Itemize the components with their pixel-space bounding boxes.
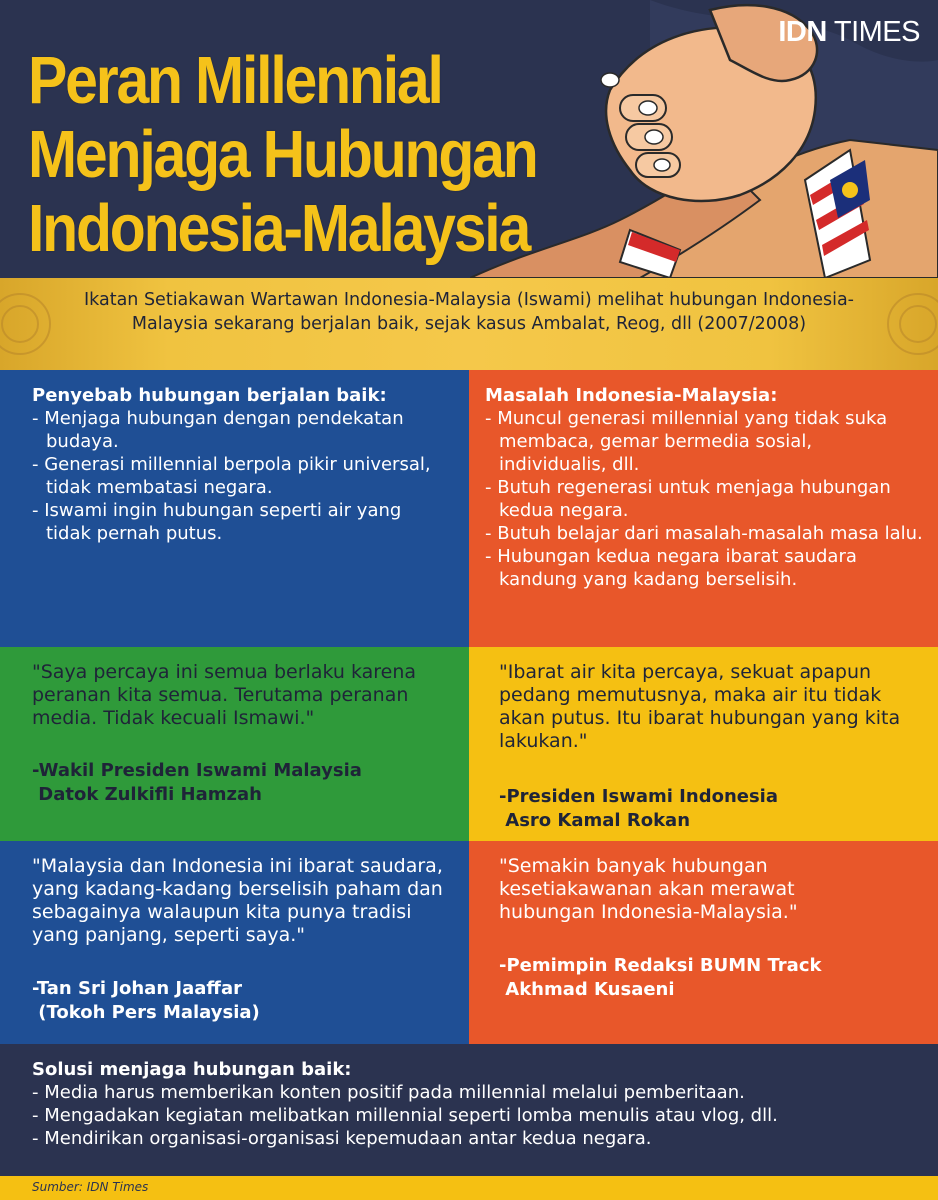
quote-attribution-1: -Wakil Presiden Iswami Malaysia Datok Zulkifli Hamzah — [32, 760, 362, 805]
title-line-2: Menjaga Hubungan — [28, 117, 537, 192]
list-item: - Butuh belajar dari masalah-masalah masa lalu. — [485, 523, 923, 544]
solutions-title: Solusi menjaga hubungan baik: — [32, 1059, 352, 1080]
quote-panel-3 — [0, 841, 469, 1044]
quote-panel-1 — [0, 647, 469, 841]
logo-idn: IDN — [778, 16, 827, 48]
problems-panel — [469, 370, 938, 647]
list-item: - Butuh regenerasi untuk menjaga hubungan kedua negara. — [485, 477, 891, 521]
list-item: - Mendirikan organisasi-organisasi kepemudaan antar kedua negara. — [32, 1128, 652, 1149]
quote-text-2: "Ibarat air kita percaya, sekuat apapun pedang memutusnya, maka air itu tidak akan putus. Itu ibarat hubungan yang kita lakukan." — [499, 661, 901, 752]
problems-list — [485, 407, 925, 591]
quote-panel-4 — [469, 841, 938, 1044]
quote-panel-2 — [469, 647, 938, 841]
logo-times: TIMES — [833, 16, 920, 48]
quote-text-1: "Saya percaya ini semua berlaku karena peranan kita semua. Terutama peranan media. Tidak kecuali Ismawi." — [32, 661, 417, 729]
list-item: - Menjaga hubungan dengan pendekatan budaya. — [32, 408, 404, 452]
header — [0, 0, 938, 278]
idn-times-logo — [778, 16, 920, 49]
solutions-panel — [0, 1044, 938, 1176]
title-line-3: Indonesia-Malaysia — [28, 191, 530, 266]
intro-text: Ikatan Setiakawan Wartawan Indonesia-Malaysia (Iswami) melihat hubungan Indonesia-Malaysia sekarang berjalan baik, sejak kasus Ambalat, Reog, dll (2007/2008) — [84, 290, 854, 334]
page-title — [28, 44, 556, 266]
solutions-list — [32, 1081, 922, 1150]
quote-attribution-4: -Pemimpin Redaksi BUMN Track Akhmad Kusaeni — [499, 955, 822, 1000]
problems-title: Masalah Indonesia-Malaysia: — [485, 385, 778, 406]
quote-text-3: "Malaysia dan Indonesia ini ibarat saudara, yang kadang-kadang berselisih paham dan sebagainya walaupun kita punya tradisi yang panjang, seperti saya." — [32, 855, 443, 946]
list-item: - Iswami ingin hubungan seperti air yang tidak pernah putus. — [32, 500, 402, 544]
quote-text-4: "Semakin banyak hubungan kesetiakawanan akan merawat hubungan Indonesia-Malaysia." — [499, 855, 798, 923]
list-item: - Muncul generasi millennial yang tidak suka membaca, gemar bermedia sosial, individualis, dll. — [485, 408, 888, 475]
list-item: - Generasi millennial berpola pikir universal, tidak membatasi negara. — [32, 454, 431, 498]
causes-list — [32, 407, 432, 545]
list-item: - Mengadakan kegiatan melibatkan millennial seperti lomba menulis atau vlog, dll. — [32, 1105, 778, 1126]
list-item: - Media harus memberikan konten positif pada millennial melalui pemberitaan. — [32, 1082, 745, 1103]
causes-panel — [0, 370, 469, 647]
causes-title: Penyebab hubungan berjalan baik: — [32, 385, 387, 406]
quote-attribution-2: -Presiden Iswami Indonesia Asro Kamal Rokan — [499, 786, 778, 831]
source-label: Sumber: IDN Times — [32, 1180, 149, 1194]
title-line-1: Peran Millennial — [28, 43, 442, 118]
footer-bar — [0, 1176, 938, 1200]
intro-banner — [0, 278, 938, 370]
list-item: - Hubungan kedua negara ibarat saudara kandung yang kadang berselisih. — [485, 546, 857, 590]
quote-attribution-3: -Tan Sri Johan Jaaffar (Tokoh Pers Malaysia) — [32, 978, 260, 1023]
